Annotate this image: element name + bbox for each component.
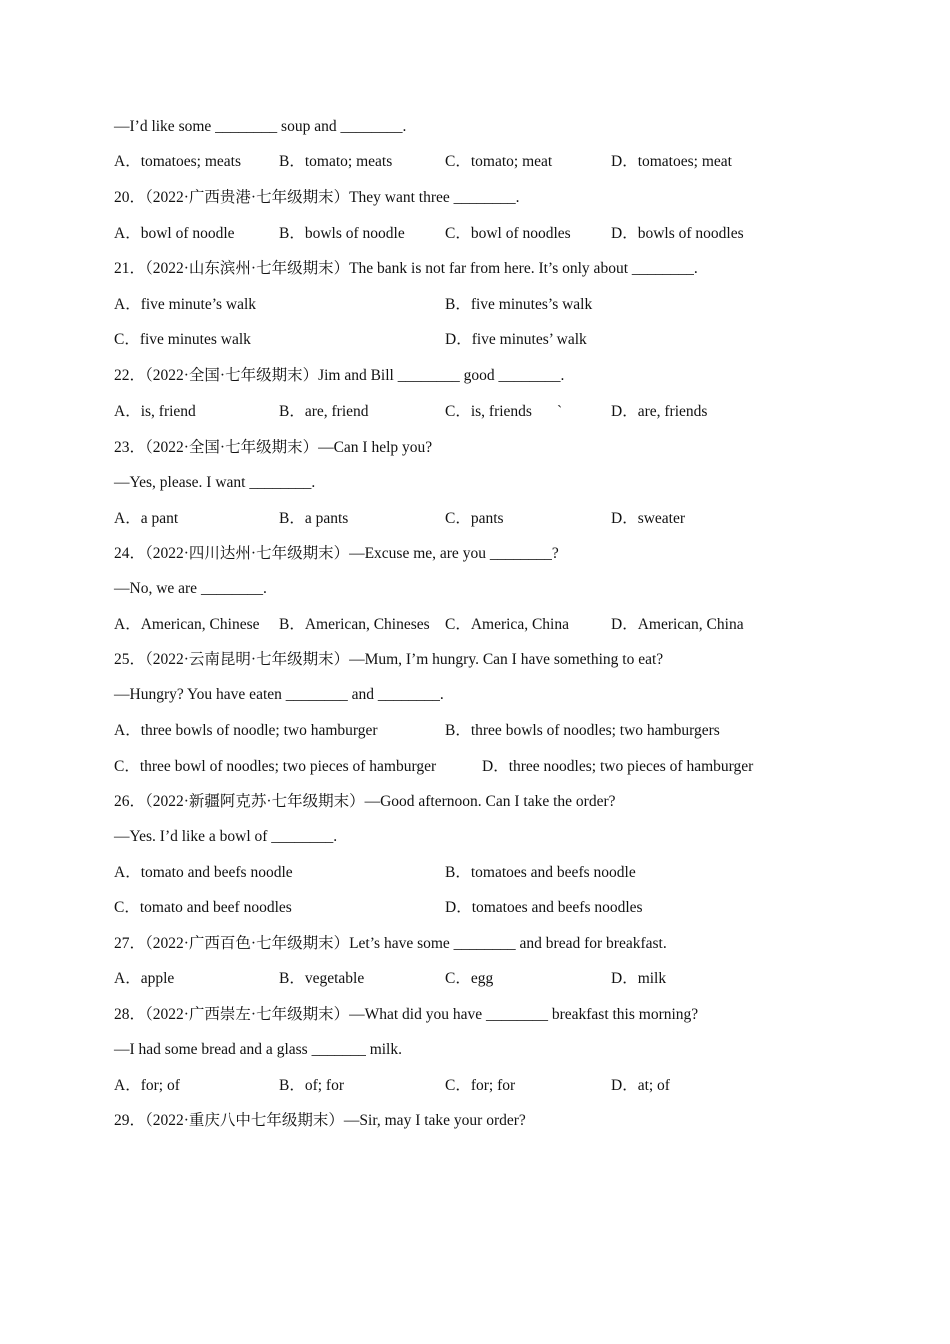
q28-stem: 28．（2022·广西崇左·七年级期末）—What did you have ________ breakfast this morning? [114,1006,699,1023]
q22-option-d: D．are, friends [611,403,708,420]
q25-option-c: C．three bowl of noodles; two pieces of hamburger [114,758,437,775]
q24-answer-line: —No, we are ________. [114,580,267,597]
q21-option-d: D．five minutes’ walk [445,331,587,348]
q24-option-a: A．American, Chinese [114,616,260,633]
q26-answer-line: —Yes. I’d like a bowl of ________. [114,828,338,845]
q27-option-c: C．egg [445,970,494,987]
q19-option-b: B．tomato; meats [279,153,393,170]
q20-option-b: B．bowls of noodle [279,225,405,242]
q23-stem: 23．（2022·全国·七年级期末）—Can I help you? [114,439,433,456]
q20-stem: 20．（2022·广西贵港·七年级期末）They want three ________. [114,189,520,206]
q25-option-a: A．three bowls of noodle; two hamburger [114,722,378,739]
q24-option-b: B．American, Chineses [279,616,430,633]
q27-option-d: D．milk [611,970,667,987]
q26-option-d: D．tomatoes and beefs noodles [445,899,643,916]
q22-option-b: B．are, friend [279,403,369,420]
q23-option-a: A．a pant [114,510,179,527]
q28-answer-line: —I had some bread and a glass _______ milk. [114,1041,402,1058]
q21-option-c: C．five minutes walk [114,331,251,348]
q28-option-d: D．at; of [611,1077,670,1094]
q19-answer-line: —I’d like some ________ soup and ________. [114,118,407,135]
q26-stem: 26．（2022·新疆阿克苏·七年级期末）—Good afternoon. Can I take the order? [114,793,616,810]
q23-option-d: D．sweater [611,510,686,527]
q21-option-b: B．five minutes’s walk [445,296,593,313]
q20-option-c: C．bowl of noodles [445,225,571,242]
q19-option-d: D．tomatoes; meat [611,153,732,170]
q26-option-c: C．tomato and beef noodles [114,899,292,916]
q27-stem: 27．（2022·广西百色·七年级期末）Let’s have some ________ and bread for breakfast. [114,935,667,952]
q28-option-a: A．for; of [114,1077,180,1094]
q20-option-d: D．bowls of noodles [611,225,744,242]
q24-stem: 24．（2022·四川达州·七年级期末）—Excuse me, are you ________? [114,545,559,562]
q27-option-a: A．apple [114,970,175,987]
q25-option-b: B．three bowls of noodles; two hamburgers [445,722,720,739]
q25-stem: 25．（2022·云南昆明·七年级期末）—Mum, I’m hungry. Can I have something to eat? [114,651,664,668]
q23-option-c: C．pants [445,510,504,527]
q25-answer-line: —Hungry? You have eaten ________ and ________. [114,686,444,703]
q21-stem: 21．（2022·山东滨州·七年级期末）The bank is not far from here. It’s only about ________. [114,260,698,277]
q19-option-c: C．tomato; meat [445,153,553,170]
q28-option-c: C．for; for [445,1077,516,1094]
q28-option-b: B．of; for [279,1077,345,1094]
q23-option-b: B．a pants [279,510,349,527]
q21-option-a: A．five minute’s walk [114,296,257,313]
q29-stem: 29．（2022·重庆八中七年级期末）—Sir, may I take your order? [114,1112,526,1129]
q26-option-b: B．tomatoes and beefs noodle [445,864,636,881]
q24-option-c: C．America, China [445,616,569,633]
q26-option-a: A．tomato and beefs noodle [114,864,293,881]
q22-stem: 22．（2022·全国·七年级期末）Jim and Bill ________ good ________. [114,367,565,384]
q20-option-a: A．bowl of noodle [114,225,235,242]
q22-stray-mark: ` [557,403,563,420]
q22-option-c: C．is, friends [445,403,532,420]
q27-option-b: B．vegetable [279,970,365,987]
q25-option-d: D．three noodles; two pieces of hamburger [482,758,754,775]
q23-answer-line: —Yes, please. I want ________. [114,474,316,491]
q22-option-a: A．is, friend [114,403,196,420]
q24-option-d: D．American, China [611,616,744,633]
q19-option-a: A．tomatoes; meats [114,153,241,170]
